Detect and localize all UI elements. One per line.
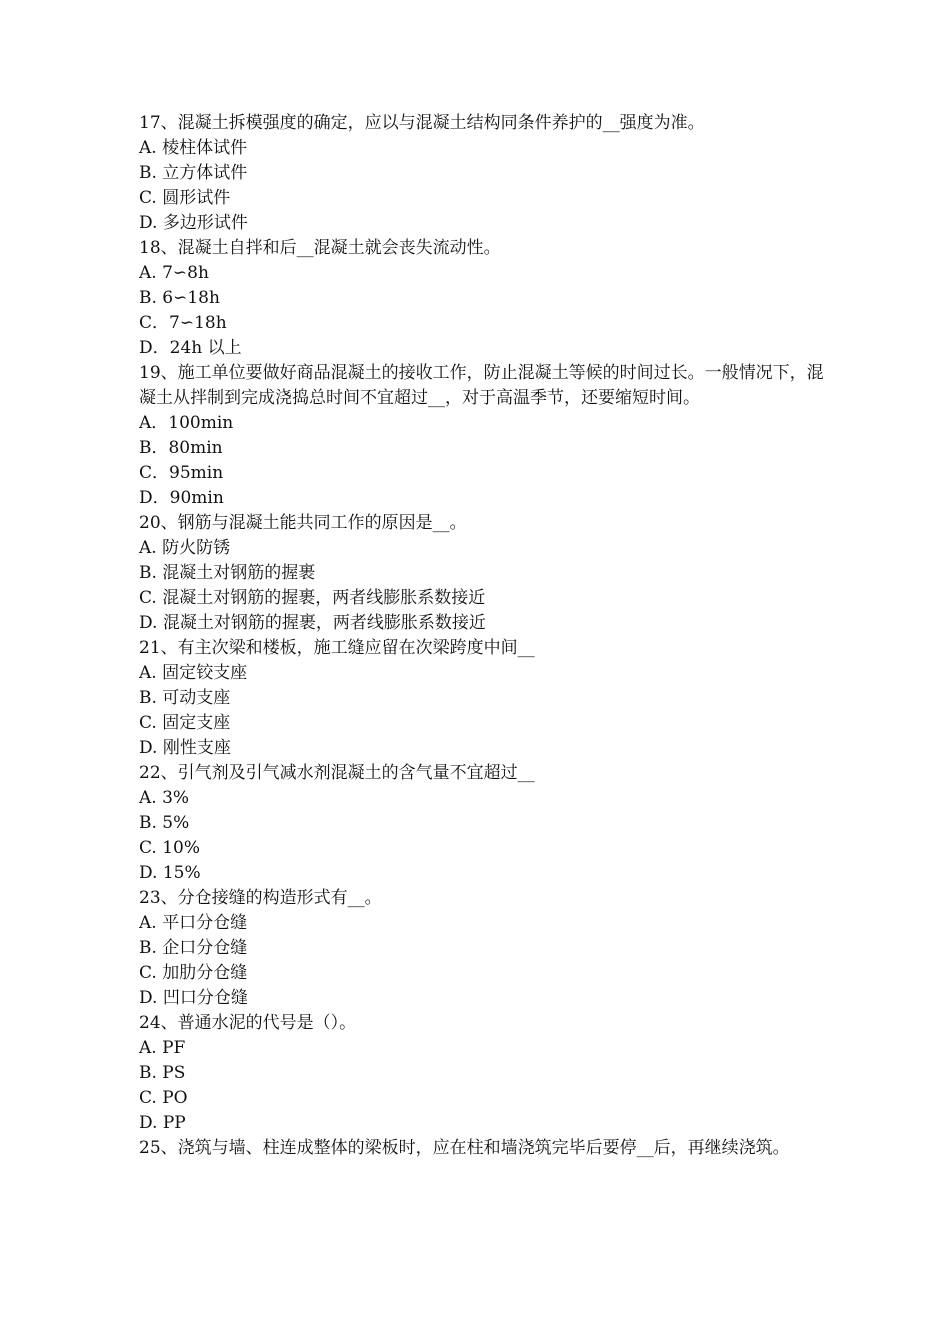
option-a: A. 3%: [139, 788, 190, 808]
option-a: A. PF: [139, 1038, 186, 1058]
option-d: D. 凹口分仓缝: [139, 988, 248, 1008]
option-d: D. 15%: [139, 863, 201, 883]
question-stem: 19、施工单位要做好商品混凝土的接收工作，防止混凝土等候的时间过长。一般情况下，混凝土从拌制到完成浇捣总时间不宜超过__，对于高温季节，还要缩短时间。: [139, 363, 824, 408]
question-25: [139, 1136, 829, 1161]
option-d: D. 多边形试件: [139, 213, 248, 233]
option-a: A．100min: [139, 413, 234, 433]
option-d: D．24h 以上: [139, 338, 242, 358]
option-d: D．90min: [139, 488, 224, 508]
question-stem: 20、钢筋与混凝土能共同工作的原因是__。: [139, 513, 467, 533]
option-c: C. 加肋分仓缝: [139, 963, 248, 983]
question-17: [139, 111, 829, 236]
option-d: D. 刚性支座: [139, 738, 231, 758]
question-stem: 21、有主次梁和楼板，施工缝应留在次梁跨度中间__: [139, 638, 535, 658]
question-stem: 23、分仓接缝的构造形式有__。: [139, 888, 382, 908]
option-d: D. 混凝土对钢筋的握裹，两者线膨胀系数接近: [139, 613, 486, 633]
option-b: B. 5%: [139, 813, 190, 833]
question-22: [139, 761, 829, 886]
option-a: A. 7∽8h: [139, 263, 209, 283]
question-stem: 22、引气剂及引气减水剂混凝土的含气量不宜超过__: [139, 763, 535, 783]
question-20: [139, 511, 829, 636]
option-b: B. 6∽18h: [139, 288, 220, 308]
option-a: A. 平口分仓缝: [139, 913, 248, 933]
option-c: C．95min: [139, 463, 224, 483]
question-24: [139, 1011, 829, 1136]
option-a: A. 棱柱体试件: [139, 138, 248, 158]
question-19: [139, 361, 829, 511]
option-c: C. 混凝土对钢筋的握裹，两者线膨胀系数接近: [139, 588, 486, 608]
question-stem: 18、混凝土自拌和后__混凝土就会丧失流动性。: [139, 238, 501, 258]
option-b: B．80min: [139, 438, 223, 458]
option-c: C. 圆形试件: [139, 188, 231, 208]
option-c: C. PO: [139, 1088, 188, 1108]
question-stem: 17、混凝土拆模强度的确定，应以与混凝土结构同条件养护的__强度为准。: [139, 113, 705, 133]
question-18: [139, 236, 829, 361]
option-a: A. 防火防锈: [139, 538, 231, 558]
option-b: B. 可动支座: [139, 688, 231, 708]
option-c: C. 固定支座: [139, 713, 231, 733]
option-b: B. PS: [139, 1063, 186, 1083]
question-stem: 24、普通水泥的代号是（）。: [139, 1013, 357, 1033]
option-b: B. 企口分仓缝: [139, 938, 248, 958]
question-stem: 25、浇筑与墙、柱连成整体的梁板时，应在柱和墙浇筑完毕后要停__后，再继续浇筑。: [139, 1138, 790, 1158]
option-b: B. 混凝土对钢筋的握裹: [139, 563, 316, 583]
option-d: D. PP: [139, 1113, 186, 1133]
question-21: [139, 636, 829, 761]
option-c: C. 10%: [139, 838, 200, 858]
option-b: B. 立方体试件: [139, 163, 248, 183]
document-page: [139, 111, 829, 1161]
option-c: C．7∽18h: [139, 313, 227, 333]
question-23: [139, 886, 829, 1011]
option-a: A. 固定铰支座: [139, 663, 248, 683]
